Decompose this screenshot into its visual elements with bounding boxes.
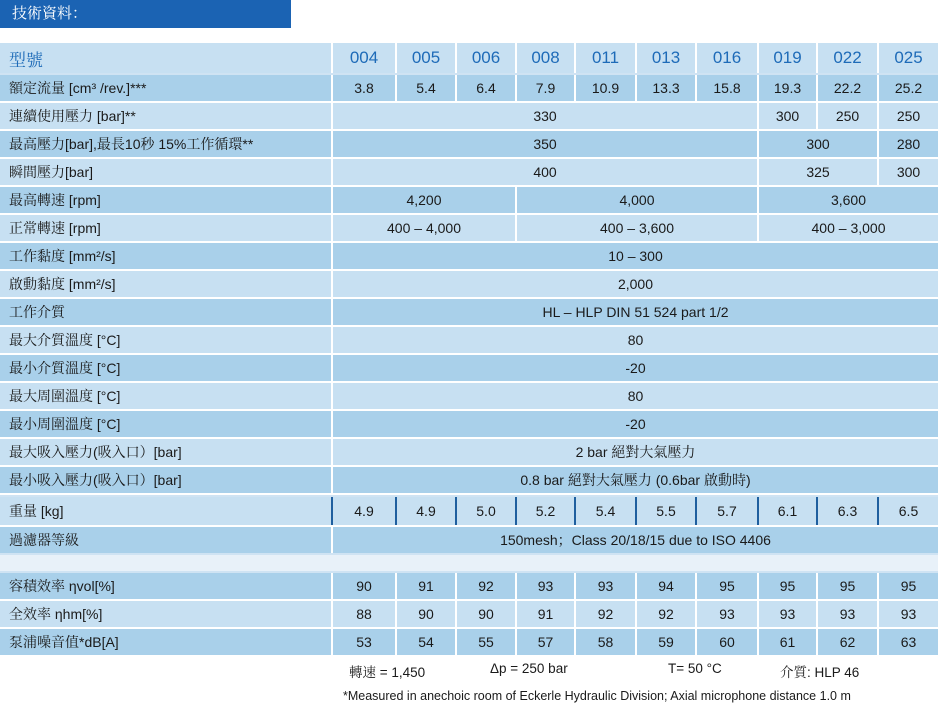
value-cell: 2 bar 絕對大氣壓力	[331, 439, 938, 465]
value-cell: 0.8 bar 絕對大氣壓力 (0.6bar 啟動時)	[331, 467, 938, 493]
value-cell: 5.2	[515, 497, 574, 525]
value-cell: 300	[757, 103, 816, 129]
value-cell: 325	[757, 159, 877, 185]
value-cell: 6.5	[877, 497, 938, 525]
value-cell: 93	[695, 601, 757, 627]
value-cell: 90	[455, 601, 515, 627]
model-cell: 016	[695, 43, 757, 73]
value-cell: 300	[877, 159, 938, 185]
table-row	[0, 383, 938, 409]
model-cell: 008	[515, 43, 574, 73]
row-label: 額定流量 [cm³ /rev.]***	[9, 80, 147, 96]
footnote: *Measured in anechoic room of Eckerle Hydraulic Division; Axial microphone distance 1.0 m	[343, 689, 851, 703]
row-label: 瞬間壓力[bar]	[9, 164, 94, 180]
row-label: 最小周圍溫度 [°C]	[9, 416, 121, 432]
value-cell: 95	[816, 573, 877, 599]
value-cell: 5.4	[574, 497, 635, 525]
row-divider	[0, 73, 938, 75]
model-cell: 006	[455, 43, 515, 73]
value-cell: 25.2	[877, 75, 938, 101]
value-cell: 15.8	[695, 75, 757, 101]
value-cell: 330	[331, 103, 757, 129]
row-label: 工作介質	[9, 304, 65, 320]
row-label: 泵浦噪音值*dB[A]	[9, 634, 119, 650]
value-cell: 6.3	[816, 497, 877, 525]
row-label: 最高轉速 [rpm]	[9, 192, 101, 208]
value-cell: 350	[331, 131, 757, 157]
value-cell: -20	[331, 355, 938, 381]
row-label: 正常轉速 [rpm]	[9, 220, 101, 236]
table-row	[0, 439, 938, 465]
table-row	[0, 573, 938, 599]
table-row	[0, 187, 938, 213]
table-row	[0, 43, 938, 73]
value-cell: 92	[635, 601, 695, 627]
condition-speed: 轉速 = 1,450	[349, 665, 426, 680]
table-row	[0, 629, 938, 655]
value-cell: 7.9	[515, 75, 574, 101]
value-cell: 63	[877, 629, 938, 655]
value-cell: 10 – 300	[331, 243, 938, 269]
row-label: 重量 [kg]	[9, 503, 64, 519]
row-label: 最小吸入壓力(吸入口）[bar]	[9, 472, 182, 488]
table-row	[0, 271, 938, 297]
value-cell: 91	[395, 573, 455, 599]
table-row	[0, 131, 938, 157]
model-cell: 011	[574, 43, 635, 73]
table-row	[0, 243, 938, 269]
value-cell: 90	[331, 573, 395, 599]
value-cell: 300	[757, 131, 877, 157]
model-cell: 019	[757, 43, 816, 73]
value-cell: 400 – 3,000	[757, 215, 938, 241]
table-row	[0, 75, 938, 101]
value-cell: 95	[757, 573, 816, 599]
table-row	[0, 555, 938, 571]
value-cell: 19.3	[757, 75, 816, 101]
value-cell: 400 – 3,600	[515, 215, 757, 241]
row-divider	[0, 553, 938, 555]
row-label: 最高壓力[bar],最長10秒 15%工作循環**	[9, 136, 254, 152]
value-cell: 93	[757, 601, 816, 627]
value-cell: 62	[816, 629, 877, 655]
row-label: 過濾器等級	[9, 532, 79, 548]
value-cell: 90	[395, 601, 455, 627]
value-cell: 94	[635, 573, 695, 599]
value-cell: 57	[515, 629, 574, 655]
value-cell: 22.2	[816, 75, 877, 101]
value-cell: 60	[695, 629, 757, 655]
value-cell: 400 – 4,000	[331, 215, 515, 241]
value-cell: 250	[816, 103, 877, 129]
value-cell: 6.4	[455, 75, 515, 101]
value-cell: 5.7	[695, 497, 757, 525]
table-row	[0, 411, 938, 437]
value-cell: 150mesh；Class 20/18/15 due to ISO 4406	[331, 527, 938, 553]
value-cell: 400	[331, 159, 757, 185]
row-label: 最大吸入壓力(吸入口）[bar]	[9, 444, 182, 460]
value-cell: 5.0	[455, 497, 515, 525]
value-cell: 10.9	[574, 75, 635, 101]
value-cell: 93	[816, 601, 877, 627]
model-cell: 013	[635, 43, 695, 73]
value-cell: -20	[331, 411, 938, 437]
table-row	[0, 467, 938, 493]
value-cell: 54	[395, 629, 455, 655]
row-divider	[0, 571, 938, 573]
value-cell: 13.3	[635, 75, 695, 101]
value-cell: 250	[877, 103, 938, 129]
value-cell: 59	[635, 629, 695, 655]
value-cell: 93	[877, 601, 938, 627]
value-cell: 55	[455, 629, 515, 655]
condition-medium: 介質: HLP 46	[780, 665, 860, 680]
row-label: 最大介質溫度 [°C]	[9, 332, 121, 348]
table-row	[0, 215, 938, 241]
model-label: 型號	[9, 50, 43, 70]
value-cell: 92	[455, 573, 515, 599]
row-label: 啟動黏度 [mm²/s]	[9, 276, 116, 292]
value-cell: 80	[331, 327, 938, 353]
value-cell: 53	[331, 629, 395, 655]
value-cell: 2,000	[331, 271, 938, 297]
table-row	[0, 299, 938, 325]
value-cell: 80	[331, 383, 938, 409]
table-row	[0, 527, 938, 553]
row-divider	[0, 495, 938, 497]
value-cell: 4,000	[515, 187, 757, 213]
value-cell: 5.5	[635, 497, 695, 525]
row-label: 容積效率 ηvol[%]	[9, 578, 115, 594]
table-row	[0, 159, 938, 185]
row-label: 工作黏度 [mm²/s]	[9, 248, 116, 264]
condition-pressure-diff: Δp = 250 bar	[490, 661, 568, 676]
table-row	[0, 601, 938, 627]
value-cell: 95	[695, 573, 757, 599]
value-cell: 4,200	[331, 187, 515, 213]
table-row	[0, 327, 938, 353]
value-cell: 93	[515, 573, 574, 599]
value-cell: 93	[574, 573, 635, 599]
row-label: 最大周圍溫度 [°C]	[9, 388, 121, 404]
value-cell: 95	[877, 573, 938, 599]
condition-temperature: T= 50 °C	[668, 661, 722, 676]
value-cell: 3.8	[331, 75, 395, 101]
table-row	[0, 355, 938, 381]
value-cell: 61	[757, 629, 816, 655]
row-label: 連續使用壓力 [bar]**	[9, 108, 136, 124]
value-cell: 88	[331, 601, 395, 627]
table-row	[0, 497, 938, 525]
section-title: 技術資料：	[0, 0, 291, 28]
value-cell: 58	[574, 629, 635, 655]
value-cell: 91	[515, 601, 574, 627]
table-row	[0, 103, 938, 129]
value-cell: 6.1	[757, 497, 816, 525]
row-label: 全效率 ηhm[%]	[9, 606, 103, 622]
value-cell: 4.9	[331, 497, 395, 525]
value-cell: HL – HLP DIN 51 524 part 1/2	[331, 299, 938, 325]
model-cell: 004	[331, 43, 395, 73]
row-label: 最小介質溫度 [°C]	[9, 360, 121, 376]
model-cell: 022	[816, 43, 877, 73]
value-cell: 280	[877, 131, 938, 157]
value-cell: 3,600	[757, 187, 938, 213]
value-cell: 4.9	[395, 497, 455, 525]
model-cell: 005	[395, 43, 455, 73]
model-cell: 025	[877, 43, 938, 73]
value-cell: 5.4	[395, 75, 455, 101]
value-cell: 92	[574, 601, 635, 627]
